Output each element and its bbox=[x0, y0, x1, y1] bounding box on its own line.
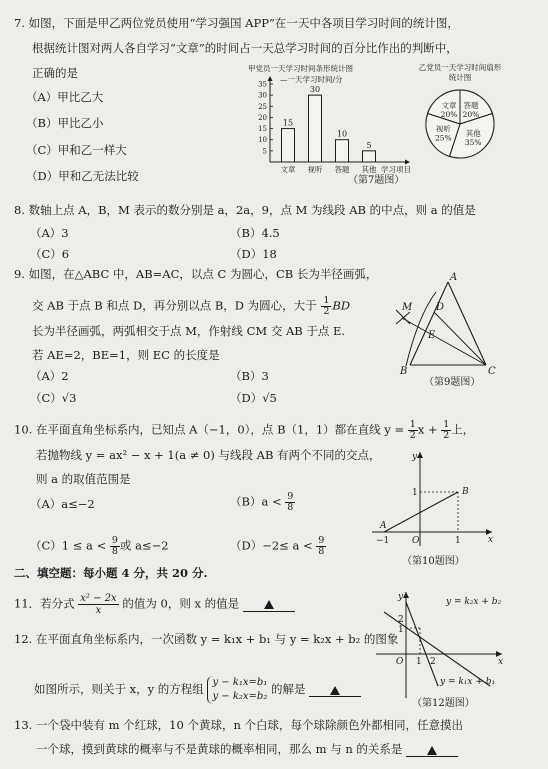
q10-point-b: B bbox=[462, 487, 469, 497]
q7-option-a: （A）甲比乙大 bbox=[26, 90, 104, 104]
bar-4 bbox=[363, 151, 376, 162]
q9-label-d: D bbox=[436, 302, 445, 313]
pie-slice-label: 文章 bbox=[441, 100, 457, 110]
q12-x-tick-1: 1 bbox=[416, 657, 422, 667]
bar-category-label: 其他 bbox=[361, 165, 377, 174]
q9-label-c: C bbox=[488, 366, 496, 377]
q8-option-d: （D）18 bbox=[230, 247, 277, 261]
bar-chart-y-tick-label: 5 bbox=[262, 147, 267, 156]
q10-point-a: A bbox=[380, 521, 387, 531]
q9-side-ab bbox=[410, 282, 448, 365]
q12-figure-caption: （第12题图） bbox=[412, 698, 475, 709]
bar-3 bbox=[336, 140, 349, 162]
q9-stem-line3: 长为半径画弧，两弧相交于点 M，作射线 CM 交 AB 于点 E. bbox=[32, 324, 346, 338]
q10-segment-ab bbox=[384, 492, 458, 532]
bar-category-label: 文章 bbox=[280, 165, 296, 174]
q9-stem-line1: 9. 如图，在△ABC 中，AB=AC，以点 C 为圆心，CB 长为半径画弧， bbox=[14, 267, 378, 281]
q10-half-frac-2 bbox=[441, 420, 451, 441]
q13-line2-text: 一个球，摸到黄球的概率与不是黄球的概率相同，那么 m 与 n 的关系是 bbox=[36, 742, 403, 756]
q10-origin-label: O bbox=[412, 536, 420, 546]
q9-half-den: 2 bbox=[323, 306, 330, 317]
q9-stem-line4: 若 AE=2，BE=1，则 EC 的长度是 bbox=[32, 348, 220, 362]
q10-option-d-frac bbox=[316, 536, 326, 557]
q10-stem-line2: 若抛物线 y = ax² − x + 1(a ≠ 0) 与线段 AB 有两个不同的交点， bbox=[36, 448, 381, 462]
q10-option-b-den: 8 bbox=[287, 502, 294, 513]
q9-half-fraction bbox=[321, 296, 331, 317]
q7-stem-line3: 正确的是 bbox=[32, 66, 78, 80]
bar-category-label: 视听 bbox=[307, 165, 323, 174]
q9-side-ac bbox=[448, 282, 486, 365]
pie-chart-title-line2: 统计图 bbox=[448, 73, 472, 82]
bar-chart-title: 甲党员一天学习时间条形统计图 bbox=[248, 64, 353, 73]
q9-label-e: E bbox=[428, 330, 436, 341]
triangle-marker-icon bbox=[330, 686, 340, 695]
q10-option-d bbox=[230, 536, 326, 557]
q12-axis-x-label: x bbox=[498, 657, 504, 667]
q9-triangle-figure bbox=[388, 270, 508, 382]
q7-option-d: （D）甲和乙无法比较 bbox=[26, 169, 139, 183]
bar-value-label: 15 bbox=[282, 118, 294, 128]
q9-label-a: A bbox=[450, 272, 458, 283]
q7-figure-caption: （第7题图） bbox=[348, 175, 405, 186]
q8-stem: 8. 数轴上点 A，B，M 表示的数分别是 a，2a，9，点 M 为线段 AB 的中点，则 a 的值是 bbox=[14, 203, 476, 217]
q10-axis-x-label: x bbox=[488, 535, 494, 545]
q12-eq1: y − k₁x=b₁ bbox=[212, 677, 268, 688]
q11-fraction bbox=[78, 593, 118, 616]
q12-y-arrow bbox=[403, 592, 409, 598]
bar-chart-y-tick-label: 30 bbox=[258, 91, 267, 100]
q10-x-tick-1: 1 bbox=[455, 536, 461, 546]
q13-stem-line2 bbox=[36, 742, 458, 757]
q10-option-d-num: 9 bbox=[318, 535, 325, 546]
q11-stem bbox=[14, 593, 295, 616]
q9-ray-cm bbox=[402, 318, 486, 365]
q11-answer-blank[interactable] bbox=[243, 597, 295, 612]
q10-option-c-tail: 或 a≤−2 bbox=[119, 538, 169, 553]
q10-option-a: （A）a≤−2 bbox=[30, 497, 95, 511]
q10-option-c-num: 9 bbox=[111, 535, 118, 546]
q12-line-k1 bbox=[406, 602, 438, 686]
q10-frac1-num: 1 bbox=[409, 419, 416, 430]
q10-line1-end: 上， bbox=[451, 422, 475, 437]
q12-coordinate-figure bbox=[372, 588, 508, 700]
q10-option-b-text: （B）a < bbox=[230, 494, 282, 509]
triangle-marker-icon bbox=[264, 600, 274, 609]
q10-option-b-frac bbox=[285, 492, 295, 513]
q9-half-num: 1 bbox=[323, 295, 330, 306]
pie-slice-percent: 25% bbox=[435, 133, 452, 143]
bar-chart-y-tick-label: 20 bbox=[258, 113, 267, 122]
pie-slice-label: 其他 bbox=[465, 129, 481, 139]
pie-slice-percent: 20% bbox=[462, 109, 480, 119]
q10-axis-y-label: y bbox=[412, 452, 418, 462]
bar-chart-y-tick-label: 25 bbox=[258, 102, 267, 111]
q9-label-b: B bbox=[400, 366, 408, 377]
q9-option-c: （C）√3 bbox=[30, 391, 77, 405]
pie-slice-percent: 20% bbox=[440, 109, 458, 119]
bar-1 bbox=[282, 129, 295, 162]
q9-figure-caption: （第9题图） bbox=[424, 377, 481, 388]
q7-stem-line2: 根据统计图对两人各自学习“文章”的时间占一天总学习时间的百分比作出的判断中， bbox=[32, 41, 458, 55]
pie-slice-percent: 35% bbox=[464, 138, 482, 148]
pie-slice-label: 视听 bbox=[435, 124, 451, 134]
q12-eq2: y − k₂x=b₂ bbox=[212, 691, 268, 702]
q7-bar-chart bbox=[246, 62, 414, 184]
q10-option-d-den: 8 bbox=[318, 546, 325, 557]
q12-y-tick-2: 2 bbox=[398, 615, 404, 625]
q12-line-k1-label: y = k₁x + b₁ bbox=[440, 677, 496, 687]
q7-pie-chart bbox=[410, 62, 510, 162]
q10-line1-text: 10. 在平面直角坐标系内，已知点 A（−1，0），点 B（1，1）都在直线 y = bbox=[14, 422, 405, 437]
bar-chart-y-arrow bbox=[268, 76, 273, 81]
q10-stem-line1 bbox=[14, 420, 474, 441]
q12-y-tick-1: 1 bbox=[398, 625, 404, 635]
q10-stem-line3: 则 a 的取值范围是 bbox=[36, 472, 131, 486]
pie-slice-label: 答题 bbox=[463, 100, 479, 110]
bar-category-label: 答题 bbox=[334, 165, 350, 174]
q9-stem-line2 bbox=[32, 296, 350, 317]
q10-option-b-num: 9 bbox=[287, 491, 294, 502]
q9-option-d: （D）√5 bbox=[230, 391, 277, 405]
q10-option-b bbox=[230, 492, 295, 513]
q9-option-a: （A）2 bbox=[30, 369, 69, 383]
q8-option-b: （B）4.5 bbox=[230, 226, 280, 240]
q10-y-tick-1: 1 bbox=[412, 488, 418, 498]
q12-line2-tail: 的解是 bbox=[271, 682, 306, 696]
q7-option-c: （C）甲和乙一样大 bbox=[26, 143, 127, 157]
q10-x-tick-neg1: −1 bbox=[376, 536, 390, 546]
q10-option-d-text: （D）−2≤ a < bbox=[230, 538, 313, 553]
q12-origin-label: O bbox=[396, 657, 404, 667]
q10-option-c-den: 8 bbox=[111, 546, 118, 557]
q10-option-c-text: （C）1 ≤ a < bbox=[30, 538, 107, 553]
q12-axis-y-label: y bbox=[398, 592, 404, 602]
q9-stem-line2-text: 交 AB 于点 B 和点 D，再分别以点 B，D 为圆心，大于 bbox=[32, 298, 317, 313]
bar-chart-y-tick-label: 10 bbox=[258, 136, 267, 145]
q12-x-tick-2: 2 bbox=[430, 657, 436, 667]
bar-chart-ylabel: —一天学习时间/分 bbox=[280, 75, 343, 84]
bar-2 bbox=[309, 95, 322, 162]
q9-option-b: （B）3 bbox=[230, 369, 269, 383]
bar-chart-y-tick-label: 15 bbox=[258, 125, 267, 134]
q11-text-b: 的值为 0，则 x 的值是 bbox=[122, 596, 240, 611]
q11-numerator: x² − 2x bbox=[80, 593, 117, 604]
q12-equation-system bbox=[207, 676, 267, 704]
q10-frac1-den: 2 bbox=[409, 430, 416, 441]
q10-coordinate-figure bbox=[368, 448, 498, 548]
q10-frac2-num: 1 bbox=[443, 419, 450, 430]
q12-stem-line2 bbox=[34, 676, 361, 704]
bar-chart-y-tick-label: 35 bbox=[258, 80, 267, 89]
triangle-marker-icon bbox=[427, 746, 437, 755]
q13-answer-blank[interactable] bbox=[406, 742, 458, 757]
q12-answer-blank[interactable] bbox=[309, 682, 361, 697]
q9-label-m: M bbox=[402, 302, 413, 313]
pie-chart-title-line1: 乙党员一天学习时间扇形 bbox=[418, 63, 502, 72]
bar-value-label: 5 bbox=[366, 140, 372, 150]
q9-segment-dc bbox=[434, 312, 486, 365]
q13-stem-line1: 13. 一个袋中装有 m 个红球，10 个黄球，n 个白球，每个球除颜色外都相同，任意摸出 bbox=[14, 718, 464, 732]
q10-frac2-den: 2 bbox=[443, 430, 450, 441]
q12-line-k2-label: y = k₂x + b₂ bbox=[446, 597, 502, 607]
q10-y-arrow bbox=[417, 452, 423, 458]
bar-value-label: 30 bbox=[309, 85, 321, 95]
q10-option-c-frac bbox=[110, 536, 120, 557]
q10-half-frac-1 bbox=[408, 420, 418, 441]
q9-stem-line2-bd: BD bbox=[332, 298, 351, 313]
q7-stem-line1: 7. 如图，下面是甲乙两位党员使用“学习强国 APP”在一天中各项目学习时间的统计图， bbox=[14, 16, 459, 30]
q7-option-b: （B）甲比乙小 bbox=[26, 116, 104, 130]
bar-chart-xlabel: 学习项目 bbox=[381, 165, 411, 174]
q10-line1-mid: x + bbox=[417, 422, 438, 437]
q8-option-a: （A）3 bbox=[30, 226, 69, 240]
q11-denominator: x bbox=[95, 605, 102, 616]
q10-option-c bbox=[30, 536, 169, 557]
section-2-heading: 二、填空题：每小题 4 分，共 20 分. bbox=[14, 566, 208, 580]
q11-text-a: 11．若分式 bbox=[14, 596, 75, 611]
q12-line2-text: 如图所示，则关于 x，y 的方程组 bbox=[34, 682, 204, 696]
q10-figure-caption: （第10题图） bbox=[402, 556, 465, 567]
q12-stem-line1: 12. 在平面直角坐标系内，一次函数 y = k₁x + b₁ 与 y = k₂x + b₂ 的图象 bbox=[14, 632, 399, 646]
q8-option-c: （C）6 bbox=[30, 247, 70, 261]
bar-value-label: 10 bbox=[336, 129, 348, 139]
